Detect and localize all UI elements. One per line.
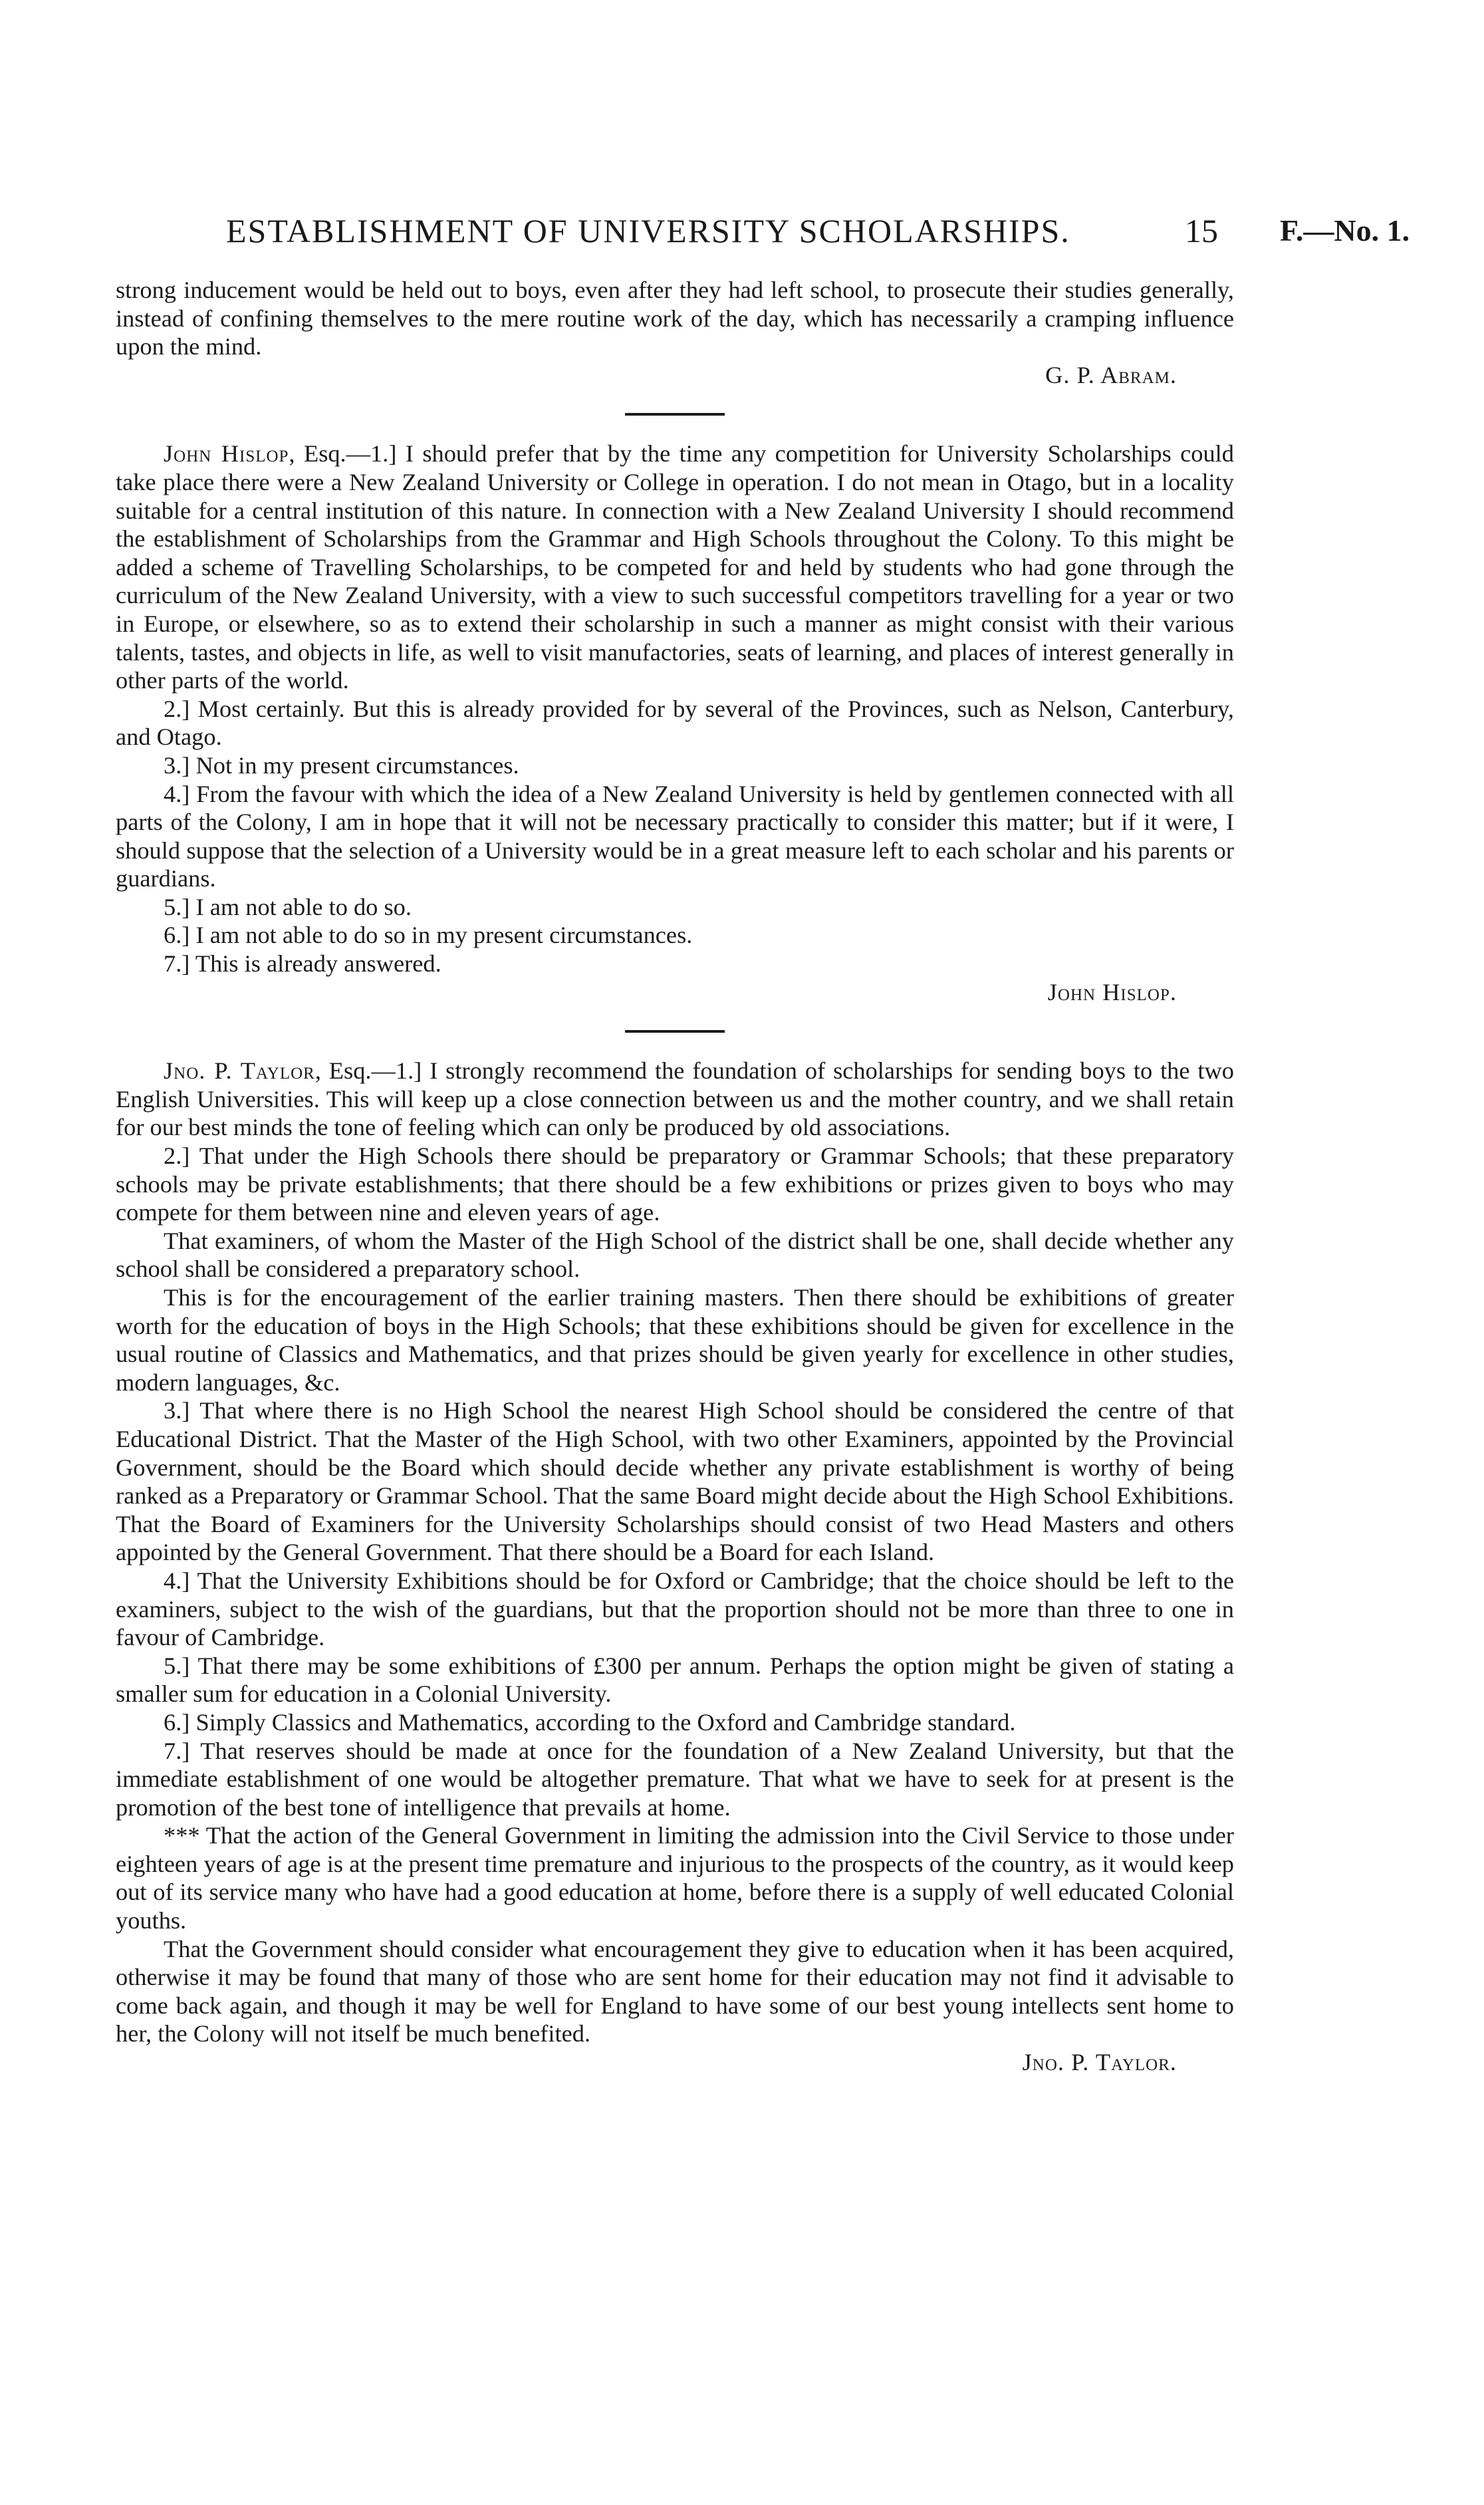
hislop-answer-1-text: I should prefer that by the time any competition for University Scholarships could take place there were a New Zealand University or College in operation. I do not mean in Otago, but in a locality suitable for a central institution of this nature. In connection with a New Zealand University I should recommend the establishment of Scholarships from the Grammar and High Schools throughout the Colony. To this might be added a scheme of Travelling Scholarships, to be competed for and held by students who had gone through the curriculum of the New Zealand University, with a view to such successful competitors travelling for a year or two in Europe, or elsewhere, so as to extend their scholarship in such a manner as might consist with their various talents, tastes, and objects in life, as well to visit manufactories, seats of learning, and places of interest generally in other parts of the world. (116, 440, 1234, 694)
taylor-name: Jno. P. Taylor (164, 1057, 315, 1085)
section-divider (625, 413, 725, 416)
abram-continuation: strong inducement would be held out to boys, even after they had left school, to prosecute their studies generally, instead of confining themselves to the mere routine work of the day, which has necessarily a cramping influence upon the mind. (116, 277, 1234, 360)
abram-signature: G. P. Abram. (1045, 361, 1177, 388)
taylor-note-2: That the Government should consider what encouragement they give to education when it has been acquired, otherwise it may be found that many of those who are sent home for their education may not find it advisable to come back again, and though it may be well for England to have some of our best young intellects sent home to her, the Colony will not itself be much benefited. (116, 1935, 1234, 2047)
hislop-answer-4: 4.] From the favour with which the idea of a New Zealand University is held by gentlemen connected with all parts of the Colony, I am in hope that it will not be necessary practically to consider this matter; but if it were, I should suppose that the selection of a University would be in a great measure left to each scholar and his parents or guardians. (116, 780, 1234, 892)
taylor-answer-7: 7.] That reserves should be made at once for the foundation of a New Zealand University, but that the immediate establishment of one would be altogether premature. That what we have to seek for at present is the promotion of the best tone of intelligence that prevails at home. (116, 1737, 1234, 1821)
running-title: ESTABLISHMENT OF UNIVERSITY SCHOLARSHIPS. (226, 212, 1070, 249)
taylor-answer-5: 5.] That there may be some exhibitions of £300 per annum. Perhaps the option might be given of stating a smaller sum for education in a Colonial University. (116, 1652, 1234, 1708)
taylor-answer-2b: That examiners, of whom the Master of the High School of the district shall be one, shall decide whether any school shall be considered a preparatory school. (116, 1227, 1234, 1283)
hislop-answer-2: 2.] Most certainly. But this is already provided for by several of the Provinces, such as Nelson, Canterbury, and Otago. (116, 695, 1234, 751)
document-reference: F.—No. 1. (1280, 213, 1410, 247)
hislop-answer-1 (116, 440, 1234, 694)
taylor-answer-4: 4.] That the University Exhibitions should be for Oxford or Cambridge; that the choice should be left to the examiners, subject to the wish of the guardians, but that the proportion should not be more than three to one in favour of Cambridge. (116, 1567, 1234, 1651)
hislop-answer-5: 5.] I am not able to do so. (164, 893, 412, 920)
page-header (226, 211, 1416, 258)
taylor-note-1: *** That the action of the General Government in limiting the admission into the Civil Service to those under eighteen years of age is at the present time premature and injurious to the prospects of the country, as it would keep out of its service many who have had a good education at home, before there is a supply of well educated Colonial youths. (116, 1822, 1234, 1934)
taylor-signature: Jno. P. Taylor. (1022, 2049, 1177, 2076)
hislop-signature: John Hislop. (1047, 978, 1177, 1005)
body-text (116, 276, 1234, 2077)
section-divider (625, 1030, 725, 1033)
abram-letter-end (116, 276, 1234, 389)
taylor-answer-1-text: I strongly recommend the foundation of scholarships for sending boys to the two English Universities. This will keep up a close connection between us and the mother country, and we shall retain for our best minds the tone of feeling which can only be produced by old associations. (116, 1057, 1234, 1141)
taylor-salutation: , Esq.—1.] (314, 1057, 422, 1085)
taylor-letter (116, 1057, 1234, 2076)
taylor-answer-2c: This is for the encouragement of the earlier training masters. Then there should be exhibitions of greater worth for the education of boys in the High Schools; that these exhibitions should be given for excellence in the usual routine of Classics and Mathematics, and that prizes should be given yearly for excellence in other studies, modern languages, &c. (116, 1284, 1234, 1396)
page-number: 15 (1185, 212, 1218, 249)
hislop-name: John Hislop (164, 440, 289, 467)
hislop-answer-7: 7.] This is already answered. (164, 950, 441, 978)
taylor-answer-6: 6.] Simply Classics and Mathematics, according to the Oxford and Cambridge standard. (164, 1708, 1016, 1736)
hislop-answer-3: 3.] Not in my present circumstances. (164, 751, 519, 779)
taylor-answer-3: 3.] That where there is no High School the nearest High School should be considered the centre of that Educational District. That the Master of the High School, with two other Examiners, appointed by the Provincial Government, should be the Board which should decide whether any private establishment is worthy of being ranked as a Preparatory or Grammar School. That the same Board might decide about the High School Exhibitions. That the Board of Examiners for the University Scholarships should consist of two Head Masters and others appointed by the General Government. That there should be a Board for each Island. (116, 1397, 1234, 1566)
hislop-answer-6: 6.] I am not able to do so in my present circumstances. (164, 922, 693, 949)
taylor-answer-1 (116, 1057, 1234, 1142)
taylor-answer-2a: 2.] That under the High Schools there should be preparatory or Grammar Schools; that these preparatory schools may be private establishments; that there should be a few exhibitions or prizes given to boys who may compete for them between nine and eleven years of age. (116, 1142, 1234, 1226)
hislop-salutation: , Esq.—1.] (289, 440, 397, 467)
hislop-letter (116, 440, 1234, 1006)
